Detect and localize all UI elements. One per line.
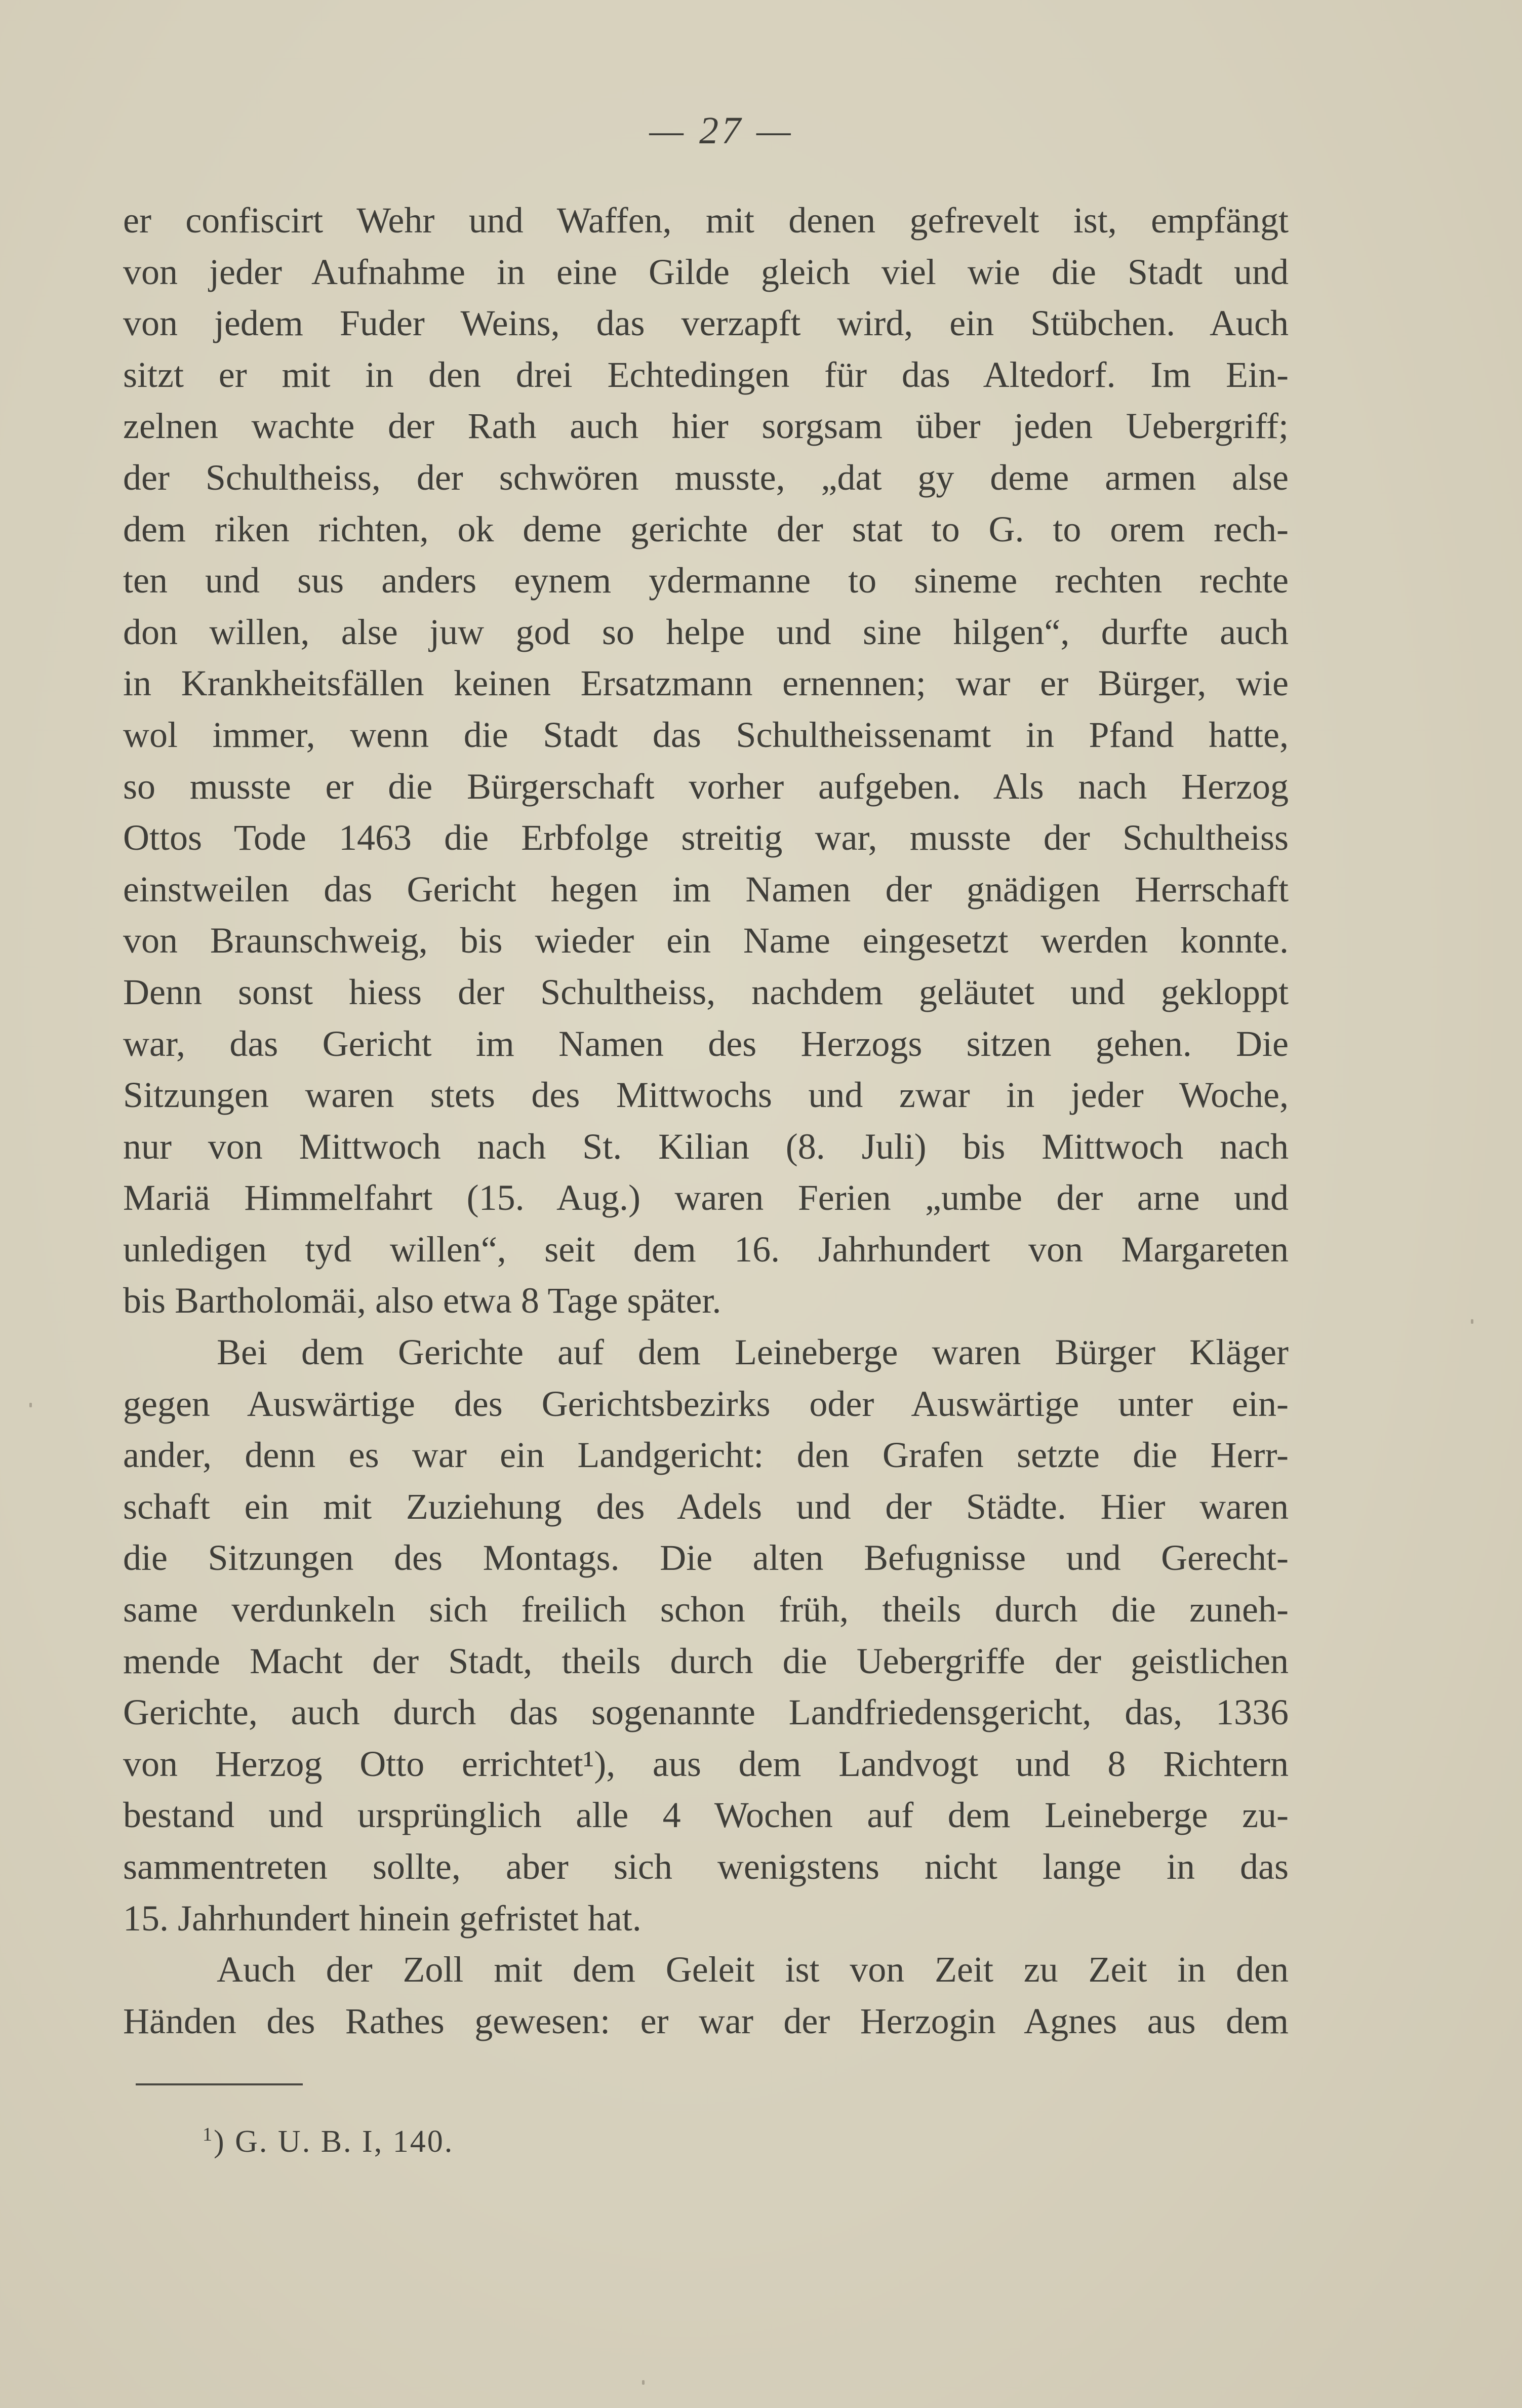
- text-line: die Sitzungen des Montags. Die alten Befugnisse und Gerecht-: [123, 1537, 1289, 1578]
- body-text: [123, 195, 1289, 2047]
- text-line: don willen, alse juw god so helpe und sine hilgen“, durfte auch: [123, 611, 1289, 652]
- text-line: nur von Mittwoch nach St. Kilian (8. Juli) bis Mittwoch nach: [123, 1126, 1289, 1167]
- footnote: [203, 2114, 454, 2162]
- text-line: Sitzungen waren stets des Mittwochs und zwar in jeder Woche,: [123, 1075, 1289, 1116]
- text-line: sitzt er mit in den drei Echtedingen für das Altedorf. Im Ein-: [123, 354, 1289, 395]
- text-line: Händen des Rathes gewesen: er war der Herzogin Agnes aus dem: [123, 2000, 1289, 2041]
- text-line: unledigen tyd willen“, seit dem 16. Jahrhundert von Margareten: [123, 1229, 1289, 1270]
- text-line: von Braunschweig, bis wieder ein Name eingesetzt werden konnte.: [123, 920, 1289, 961]
- footnote-marker: 1: [203, 2124, 214, 2145]
- text-line: sammentreten sollte, aber sich wenigstens nicht lange in das: [123, 1846, 1289, 1887]
- text-line: Auch der Zoll mit dem Geleit ist von Zeit zu Zeit in den: [217, 1949, 1289, 1990]
- text-line: einstweilen das Gericht hegen im Namen der gnädigen Herrschaft: [123, 869, 1289, 910]
- text-line: wol immer, wenn die Stadt das Schultheissenamt in Pfand hatte,: [123, 714, 1289, 755]
- text-line: war, das Gericht im Namen des Herzogs sitzen gehen. Die: [123, 1023, 1289, 1064]
- text-line: so musste er die Bürgerschaft vorher aufgeben. Als nach Herzog: [123, 766, 1289, 807]
- text-line: bestand und ursprünglich alle 4 Wochen auf dem Leineberge zu-: [123, 1795, 1289, 1836]
- text-line: Bei dem Gerichte auf dem Leineberge waren Bürger Kläger: [217, 1332, 1289, 1373]
- text-line: Denn sonst hiess der Schultheiss, nachdem geläutet und gekloppt: [123, 971, 1289, 1012]
- text-line: zelnen wachte der Rath auch hier sorgsam über jeden Uebergriff;: [123, 406, 1289, 447]
- text-line: der Schultheiss, der schwören musste, „dat gy deme armen alse: [123, 457, 1289, 498]
- footnote-text: ) G. U. B. I, 140.: [214, 2124, 454, 2159]
- text-line: Mariä Himmelfahrt (15. Aug.) waren Ferien „umbe der arne und: [123, 1177, 1289, 1218]
- text-line: Ottos Tode 1463 die Erbfolge streitig war, musste der Schultheiss: [123, 817, 1289, 858]
- paper-speck: [29, 1403, 32, 1407]
- text-line: von jedem Fuder Weins, das verzapft wird, ein Stübchen. Auch: [123, 303, 1289, 344]
- text-line: ander, denn es war ein Landgericht: den Grafen setzte die Herr-: [123, 1435, 1289, 1476]
- paper-speck: [1471, 1319, 1473, 1324]
- text-line: ten und sus anders eynem ydermanne to sineme rechten rechte: [123, 560, 1289, 601]
- text-line: er confiscirt Wehr und Waffen, mit denen gefrevelt ist, empfängt: [123, 200, 1289, 241]
- text-line: 15. Jahrhundert hinein gefristet hat.: [123, 1898, 642, 1939]
- text-line: gegen Auswärtige des Gerichtsbezirks oder Auswärtige unter ein-: [123, 1383, 1289, 1424]
- paragraph-3: [123, 1944, 1289, 2047]
- footnote-divider: [136, 2083, 303, 2085]
- text-line: bis Bartholomäi, also etwa 8 Tage später.: [123, 1280, 722, 1321]
- text-line: von Herzog Otto errichtet¹), aus dem Landvogt und 8 Richtern: [123, 1743, 1289, 1784]
- text-line: in Krankheitsfällen keinen Ersatzmann ernennen; war er Bürger, wie: [123, 663, 1289, 704]
- paper-speck: [642, 2380, 645, 2385]
- page-number: — 27 —: [649, 109, 794, 152]
- text-line: same verdunkeln sich freilich schon früh, theils durch die zuneh-: [123, 1589, 1289, 1630]
- paragraph-2: [123, 1327, 1289, 1944]
- paragraph-1: [123, 195, 1289, 1327]
- text-line: Gerichte, auch durch das sogenannte Landfriedensgericht, das, 1336: [123, 1692, 1289, 1733]
- text-line: schaft ein mit Zuziehung des Adels und der Städte. Hier waren: [123, 1486, 1289, 1527]
- text-line: von jeder Aufnahme in eine Gilde gleich viel wie die Stadt und: [123, 251, 1289, 292]
- text-line: dem riken richten, ok deme gerichte der stat to G. to orem rech-: [123, 508, 1289, 549]
- text-line: mende Macht der Stadt, theils durch die Uebergriffe der geistlichen: [123, 1640, 1289, 1681]
